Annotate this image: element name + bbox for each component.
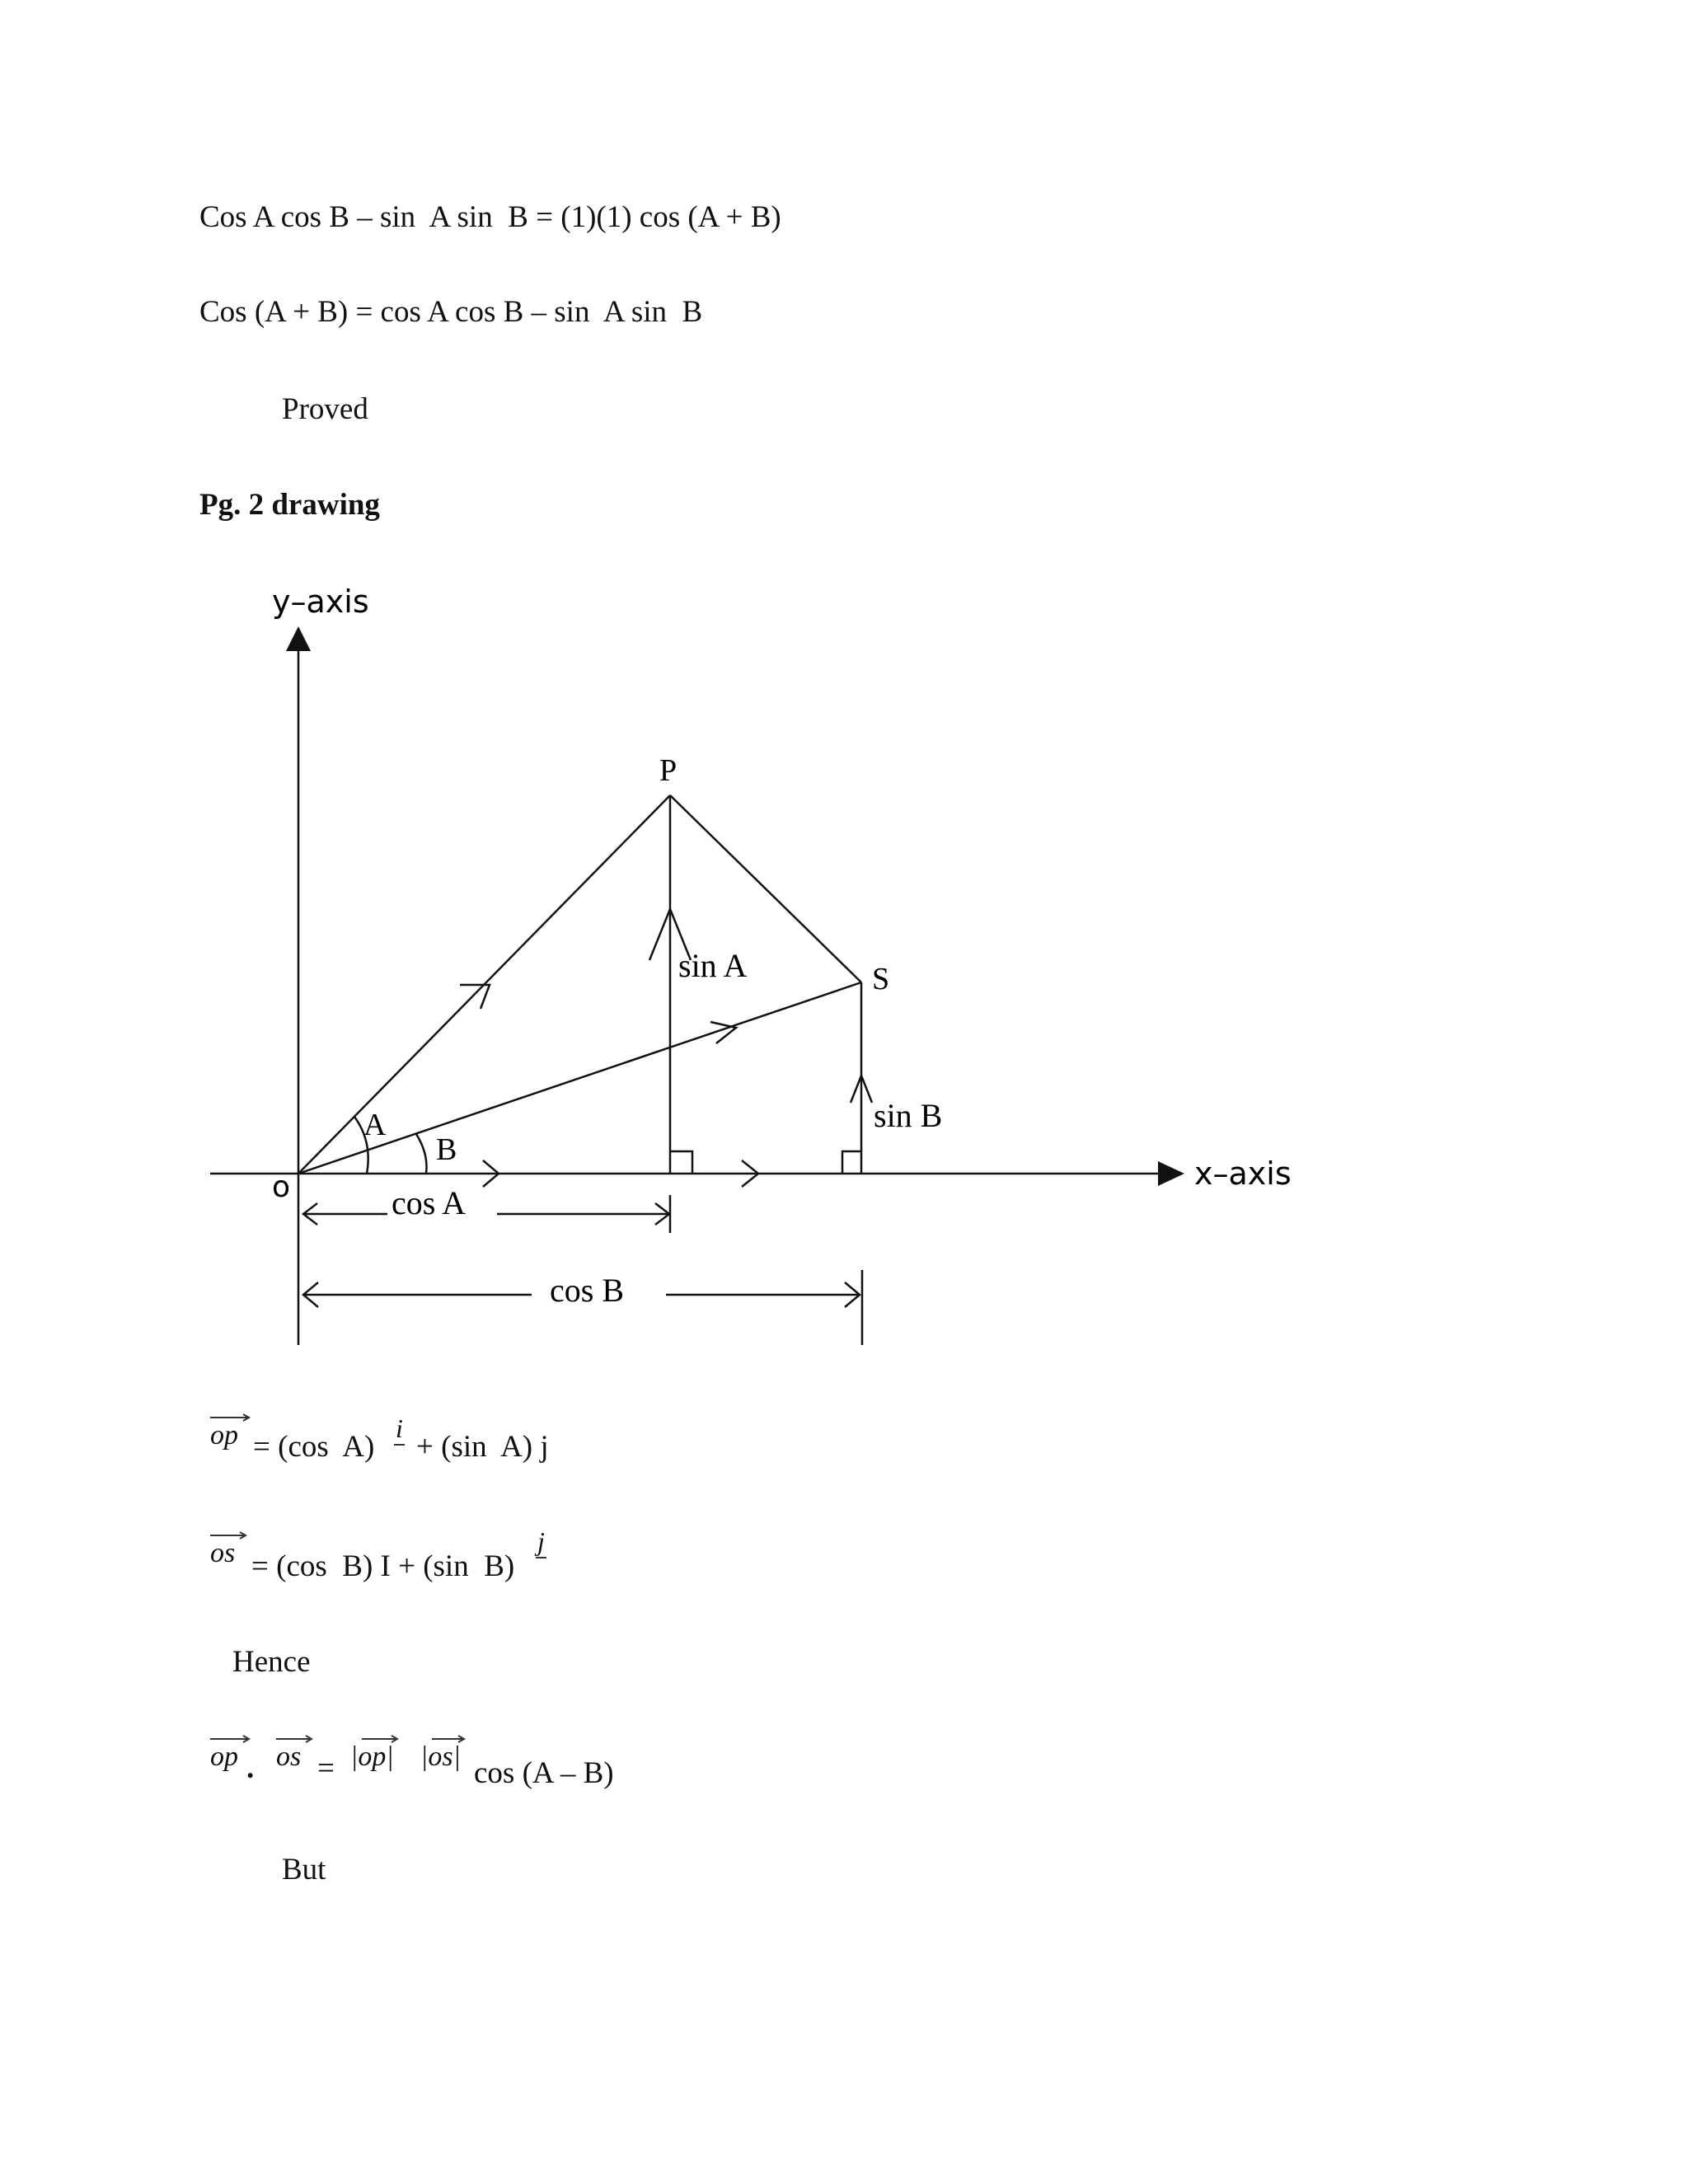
angle-b-arc (416, 1134, 427, 1174)
equals-sign: = (317, 1751, 335, 1785)
point-s-label: S (872, 962, 890, 996)
dot-symbol: . (246, 1751, 255, 1785)
magnitude-os: |os| (420, 1741, 461, 1773)
but-text: But (282, 1853, 326, 1886)
proved-text: Proved (282, 392, 368, 426)
y-axis-arrowhead (286, 626, 311, 651)
vector-op-symbol: op (210, 1420, 238, 1451)
right-angle-marker-s (842, 1151, 861, 1174)
y-axis-label: y–axis (272, 583, 369, 620)
angle-b-label: B (436, 1132, 457, 1167)
magnitude-op: |op| (350, 1741, 394, 1773)
cos-b-label: cos B (550, 1272, 624, 1309)
dot-product-equation (210, 1735, 952, 1793)
cos-difference: cos (A – B) (474, 1756, 614, 1790)
vector-os-symbol: os (210, 1538, 235, 1569)
op-eq-part-a: = (cos A) (253, 1430, 375, 1464)
equation-line-2: Cos (A + B) = cos A cos B – sin A sin B (199, 295, 703, 329)
section-heading: Pg. 2 drawing (199, 488, 380, 522)
sin-b-label: sin B (874, 1097, 943, 1134)
x-axis-arrowhead (1158, 1161, 1184, 1186)
point-p-label: P (659, 753, 678, 788)
unit-vector-i: i (394, 1413, 405, 1446)
angle-a-label: A (363, 1108, 387, 1142)
hence-text: Hence (232, 1645, 311, 1679)
os-equation (210, 1526, 952, 1589)
equation-line-1: Cos A cos B – sin A sin B = (1)(1) cos (A + B) (199, 200, 781, 234)
x-axis-label: x–axis (1194, 1155, 1292, 1192)
dot-os-symbol: os (276, 1741, 301, 1773)
cos-a-label: cos A (392, 1184, 466, 1221)
sin-a-label: sin A (678, 947, 748, 984)
os-eq-part-a: = (cos B) I + (sin B) (251, 1549, 515, 1583)
op-eq-part-b: + (sin A) j (416, 1430, 549, 1464)
vector-os (298, 982, 861, 1174)
op-equation (210, 1413, 952, 1471)
right-angle-marker-p (670, 1151, 692, 1174)
unit-vector-j: j (536, 1526, 546, 1558)
dot-op-symbol: op (210, 1741, 238, 1773)
origin-label: o (272, 1170, 291, 1204)
